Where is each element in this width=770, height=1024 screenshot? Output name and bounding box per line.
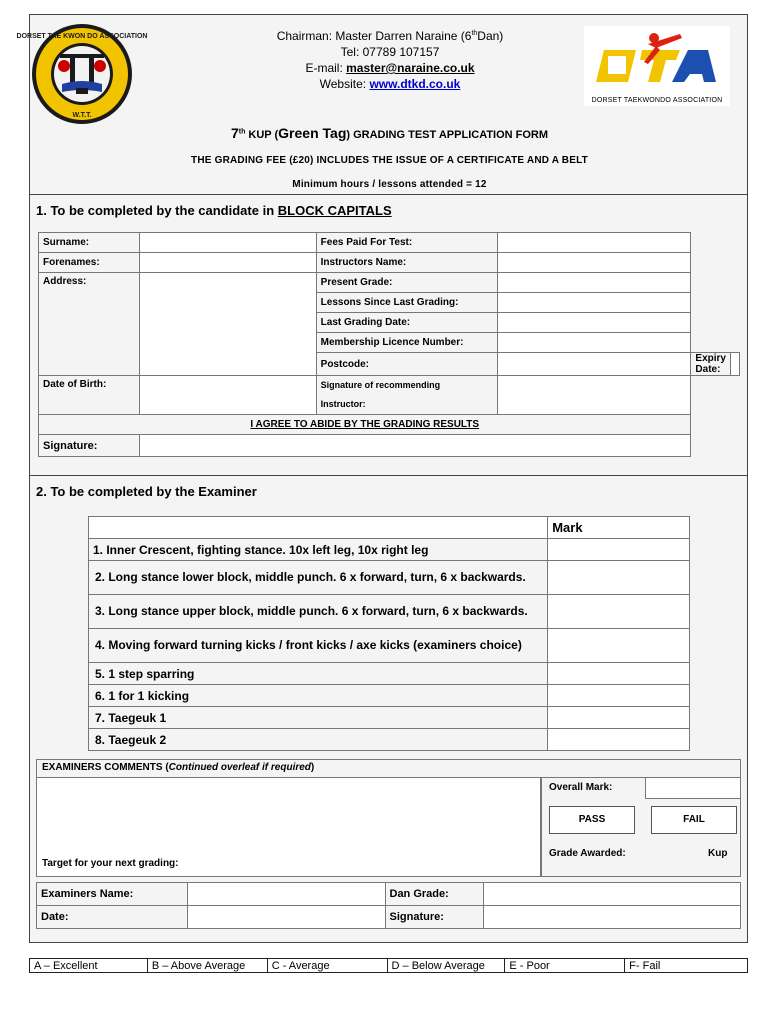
overall-mark-label: Overall Mark: [549, 782, 613, 793]
candidate-signature-label: Signature: [39, 435, 140, 457]
examiner-details-table [36, 882, 741, 929]
section1-title: 1. To be completed by the candidate in BLOCK CAPITALS [36, 203, 392, 218]
dob-field[interactable] [139, 376, 316, 415]
fees-paid-label: Fees Paid For Test: [316, 233, 497, 253]
divider [30, 475, 747, 476]
tests-header-blank [89, 517, 548, 539]
surname-field[interactable] [139, 233, 316, 253]
postcode-field[interactable] [497, 353, 691, 376]
section2-title: 2. To be completed by the Examiner [36, 484, 257, 499]
membership-licence-label: Membership Licence Number: [316, 333, 497, 353]
grade-key-b: B – Above Average [147, 959, 267, 973]
comments-label: EXAMINERS COMMENTS (Continued overleaf if required) [42, 762, 315, 773]
telephone: Tel: 07789 107157 [340, 45, 440, 59]
signature-label: Signature: [385, 906, 484, 929]
form-title: 7th KUP (Green Tag) GRADING TEST APPLICATION FORM [230, 125, 549, 141]
date-label: Date: [37, 906, 188, 929]
examiner-tests-table [88, 516, 690, 751]
test-item: 6. 1 for 1 kicking [89, 685, 548, 707]
divider [30, 194, 747, 195]
recommending-signature-field[interactable] [497, 376, 691, 415]
dan-grade-field[interactable] [484, 883, 741, 906]
mark-field[interactable] [548, 707, 690, 729]
test-item: 5. 1 step sparring [89, 663, 548, 685]
forenames-field[interactable] [139, 253, 316, 273]
overall-mark-field[interactable] [645, 777, 741, 799]
target-label: Target for your next grading: [42, 858, 179, 869]
expiry-date-field[interactable] [731, 353, 740, 376]
dta-logo [584, 26, 730, 106]
dan-grade-label: Dan Grade: [385, 883, 484, 906]
grade-key-c: C - Average [267, 959, 387, 973]
address-label: Address: [39, 273, 140, 376]
mark-header: Mark [548, 517, 690, 539]
mark-field[interactable] [548, 595, 690, 629]
surname-label: Surname: [39, 233, 140, 253]
fees-paid-field[interactable] [497, 233, 691, 253]
mark-field[interactable] [548, 539, 690, 561]
last-grading-date-field[interactable] [497, 313, 691, 333]
membership-licence-field[interactable] [497, 333, 691, 353]
chairman-line: Chairman: Master Darren Naraine (6thDan) [276, 29, 504, 43]
instructors-name-field[interactable] [497, 253, 691, 273]
lessons-field[interactable] [497, 293, 691, 313]
date-field[interactable] [187, 906, 385, 929]
grade-key-f: F- Fail [625, 959, 748, 973]
expiry-date-label: Expiry Date: [691, 353, 731, 376]
grade-key-e: E - Poor [505, 959, 625, 973]
mark-field[interactable] [548, 663, 690, 685]
fail-button[interactable]: FAIL [651, 806, 737, 834]
fee-notice: THE GRADING FEE (£20) INCLUDES THE ISSUE OF A CERTIFICATE AND A BELT [191, 155, 588, 166]
test-item: 8. Taegeuk 2 [89, 729, 548, 751]
email-link[interactable]: master@naraine.co.uk [346, 61, 475, 75]
address-field[interactable] [139, 273, 316, 376]
lessons-label: Lessons Since Last Grading: [316, 293, 497, 313]
instructors-name-label: Instructors Name: [316, 253, 497, 273]
dta-logo-caption: DORSET TAEKWONDO ASSOCIATION [591, 97, 723, 104]
grades-key [29, 958, 748, 973]
mark-field[interactable] [548, 729, 690, 751]
examiners-name-label: Examiners Name: [37, 883, 188, 906]
examiners-name-field[interactable] [187, 883, 385, 906]
test-item: 3. Long stance upper block, middle punch. 6 x forward, turn, 6 x backwards. [89, 595, 548, 629]
test-item: 2. Long stance lower block, middle punch. 6 x forward, turn, 6 x backwards. [89, 561, 548, 595]
recommending-instructor-label: Signature of recommending Instructor: [316, 376, 497, 415]
contact-block [190, 26, 590, 92]
mark-field[interactable] [548, 629, 690, 663]
logo-left-top-text: DORSET TAE KWON DO ASSOCIATION [16, 33, 148, 40]
grade-awarded-label: Grade Awarded: [549, 848, 626, 859]
email-line: E-mail: master@naraine.co.uk [305, 61, 475, 75]
test-item: 1. Inner Crescent, fighting stance. 10x left leg, 10x right leg [89, 539, 548, 561]
website-link[interactable]: www.dtkd.co.uk [369, 77, 461, 91]
mark-field[interactable] [548, 685, 690, 707]
dob-label: Date of Birth: [39, 376, 140, 415]
grade-key-d: D – Below Average [387, 959, 505, 973]
kup-label: Kup [708, 848, 728, 859]
dorset-tkd-association-logo [16, 22, 148, 126]
candidate-signature-field[interactable] [139, 435, 691, 457]
present-grade-field[interactable] [497, 273, 691, 293]
test-item: 4. Moving forward turning kicks / front kicks / axe kicks (examiners choice) [89, 629, 548, 663]
candidate-table [38, 232, 740, 457]
agree-statement: I AGREE TO ABIDE BY THE GRADING RESULTS [39, 415, 691, 435]
logo-left-bottom-text: W.T.T. [72, 112, 92, 119]
dta-logo-graphic [584, 26, 730, 92]
grade-key-a: A – Excellent [30, 959, 148, 973]
present-grade-label: Present Grade: [316, 273, 497, 293]
test-item: 7. Taegeuk 1 [89, 707, 548, 729]
website-line: Website: www.dtkd.co.uk [319, 77, 461, 91]
postcode-label: Postcode: [316, 353, 497, 376]
examiner-signature-field[interactable] [484, 906, 741, 929]
last-grading-date-label: Last Grading Date: [316, 313, 497, 333]
forenames-label: Forenames: [39, 253, 140, 273]
mark-field[interactable] [548, 561, 690, 595]
pass-button[interactable]: PASS [549, 806, 635, 834]
minimum-hours: Minimum hours / lessons attended = 12 [292, 179, 487, 190]
